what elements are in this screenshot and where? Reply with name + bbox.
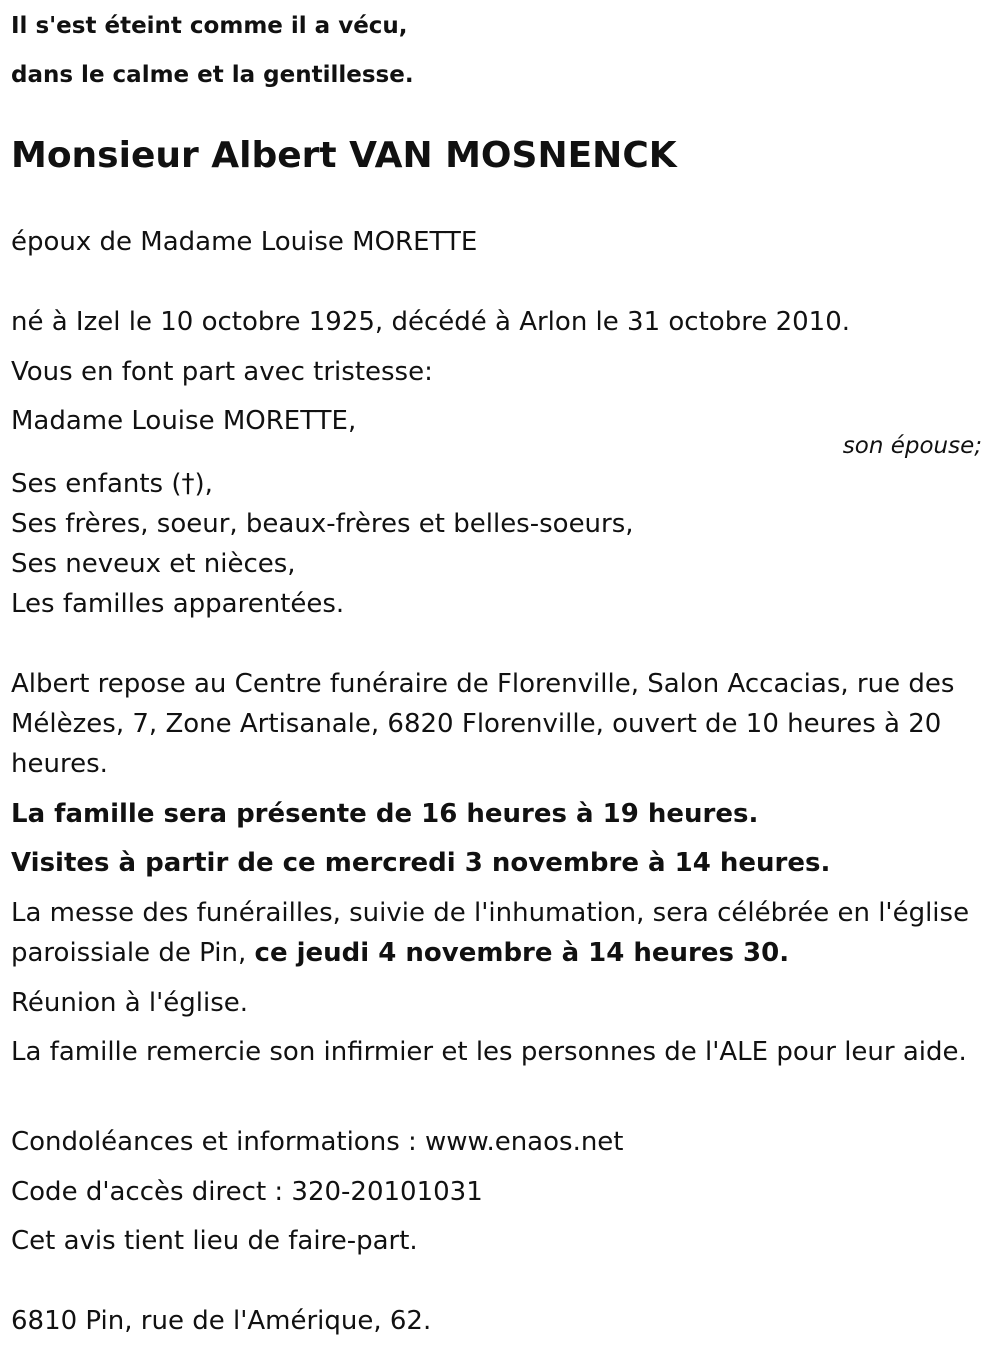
visits: Visites à partir de ce mercredi 3 novembre à 14 heures. xyxy=(11,848,831,878)
address-line: 6810 Pin, rue de l'Amérique, 62. xyxy=(11,1306,432,1336)
family-relatives: Les familles apparentées. xyxy=(11,589,345,619)
birth-death-line: né à Izel le 10 octobre 1925, décédé à Arlon le 31 octobre 2010. xyxy=(11,307,851,337)
access-code-line: Code d'accès direct : 320-20101031 xyxy=(11,1177,483,1207)
family-children: Ses enfants (†), xyxy=(11,469,213,499)
family-nephews: Ses neveux et nièces, xyxy=(11,549,296,579)
family-spouse-role: son épouse; xyxy=(842,433,982,459)
reunion: Réunion à l'église. xyxy=(11,988,249,1018)
rest-place-paragraph: Albert repose au Centre funéraire de Florenville, Salon Accacias, rue des Mélèzes, 7, Zone Artisanale, 6820 Florenville, ouvert de 10 heures à 20 heures. xyxy=(11,669,955,779)
mass-date: ce jeudi 4 novembre à 14 heures 30. xyxy=(254,938,790,968)
deceased-name: Monsieur Albert VAN MOSNENCK xyxy=(11,135,677,176)
mass-text: La messe des funérailles, suivie de l'inhumation, sera célébrée en l'église paroissiale de Pin, xyxy=(11,898,970,968)
epigraph-line-2: dans le calme et la gentillesse. xyxy=(11,62,414,88)
family-spouse-name: Madame Louise MORETTE, xyxy=(11,406,357,436)
thanks-paragraph: La famille remercie son infirmier et les personnes de l'ALE pour leur aide. xyxy=(11,1037,967,1067)
epigraph-line-1: Il s'est éteint comme il a vécu, xyxy=(11,13,408,39)
mass-paragraph xyxy=(11,893,981,973)
family-siblings: Ses frères, soeur, beaux-frères et belles-soeurs, xyxy=(11,509,634,539)
announcement-intro: Vous en font part avec tristesse: xyxy=(11,357,433,387)
notice-line: Cet avis tient lieu de faire-part. xyxy=(11,1226,418,1256)
spouse-line: époux de Madame Louise MORETTE xyxy=(11,227,478,257)
condolences-line: Condoléances et informations : www.enaos.net xyxy=(11,1127,624,1157)
family-presence: La famille sera présente de 16 heures à 19 heures. xyxy=(11,799,759,829)
